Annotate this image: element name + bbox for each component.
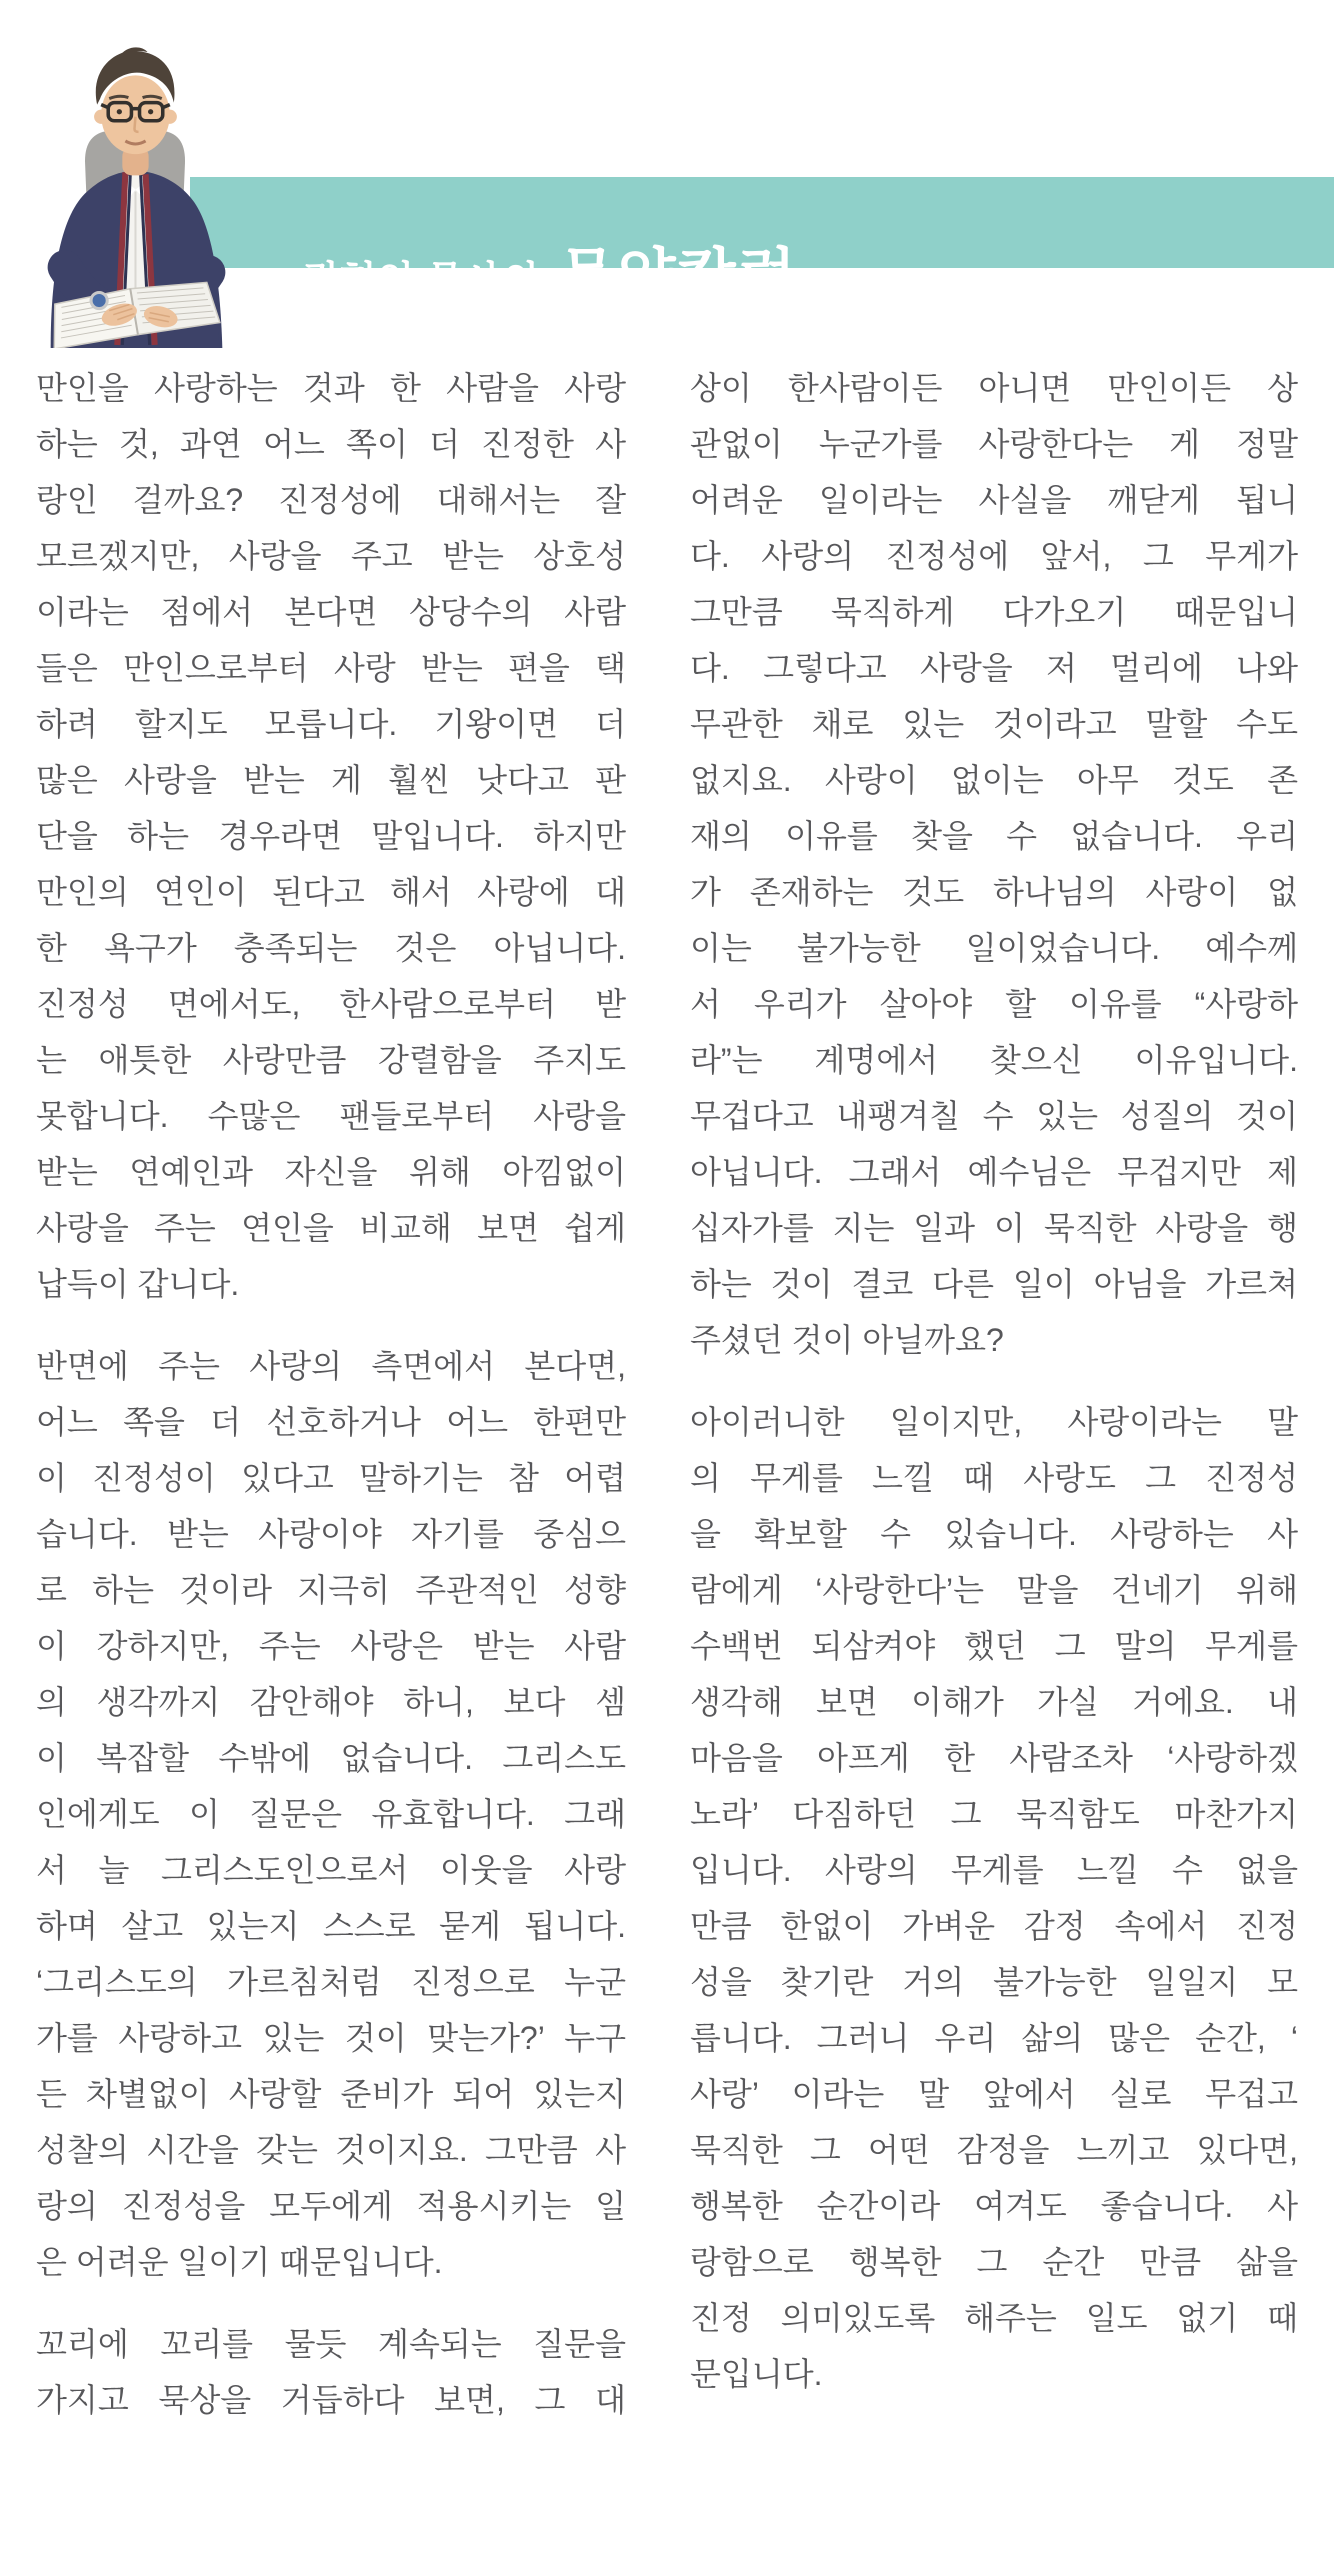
text-line: 서 늘 그리스도인으로서 이웃을 사랑	[36, 1852, 626, 1888]
text-line: 이 진정성이 있다고 말하기는 참 어렵	[36, 1460, 626, 1496]
text-line: 묵직한 그 어떤 감정을 느끼고 있다면,	[690, 2132, 1298, 2168]
text-line: 성찰의 시간을 갖는 것이지요. 그만큼 사	[36, 2132, 626, 2168]
text-line: 그만큼 묵직하게 다가오기 때문입니	[690, 594, 1298, 630]
text-line: 다. 그렇다고 사랑을 저 멀리에 나와	[690, 650, 1298, 686]
text-line: 수백번 되삼켜야 했던 그 말의 무게를	[690, 1628, 1298, 1664]
text-line: 문입니다.	[690, 2356, 823, 2392]
text-line: ‘그리스도의 가르침처럼 진정으로 누군	[36, 1964, 626, 2000]
text-line: 어느 쪽을 더 선호하거나 어느 한편만	[36, 1404, 626, 1440]
text-line: 하려 할지도 모릅니다. 기왕이면 더	[36, 706, 626, 742]
text-line: 만인의 연인이 된다고 해서 사랑에 대	[36, 874, 626, 910]
text-line: 납득이 갑니다.	[36, 1266, 240, 1302]
text-line: 상이 한사람이든 아니면 만인이든 상	[690, 370, 1298, 406]
text-line: 많은 사랑을 받는 게 훨씬 낫다고 판	[36, 762, 626, 798]
text-line: 반면에 주는 사랑의 측면에서 본다면,	[36, 1348, 626, 1384]
text-line: 마음을 아프게 한 사람조차 ‘사랑하겠	[690, 1740, 1298, 1776]
text-line: 진정성 면에서도, 한사람으로부터 받	[36, 986, 626, 1022]
text-line: 은 어려운 일이기 때문입니다.	[36, 2244, 443, 2280]
text-line: 든 차별없이 사랑할 준비가 되어 있는지	[36, 2076, 626, 2112]
paragraph	[690, 1394, 1298, 2402]
text-line: 라”는 계명에서 찾으신 이유입니다.	[690, 1042, 1298, 1078]
text-line: 서 우리가 살아야 할 이유를 “사랑하	[690, 986, 1298, 1022]
text-line: 못합니다. 수많은 팬들로부터 사랑을	[36, 1098, 626, 1134]
text-line: 사랑을 주는 연인을 비교해 보면 쉽게	[36, 1210, 626, 1246]
text-line: 랑의 진정성을 모두에게 적용시키는 일	[36, 2188, 626, 2224]
text-line: 이 복잡할 수밖에 없습니다. 그리스도	[36, 1740, 626, 1776]
text-line: 생각해 보면 이해가 가실 거에요. 내	[690, 1684, 1298, 1720]
text-line: 이 강하지만, 주는 사랑은 받는 사람	[36, 1628, 626, 1664]
text-column-left	[36, 360, 626, 2454]
text-line: 릅니다. 그러니 우리 삶의 많은 순간, ‘	[690, 2020, 1298, 2056]
text-line: 하는 것, 과연 어느 쪽이 더 진정한 사	[36, 426, 626, 462]
text-line: 아이러니한 일이지만, 사랑이라는 말	[690, 1404, 1298, 1440]
paragraph	[690, 360, 1298, 1368]
paragraph	[36, 360, 626, 1312]
column-author-title: 권혁인 목사의	[302, 260, 540, 302]
text-line: 는 애틋한 사랑만큼 강렬함을 주지도	[36, 1042, 626, 1078]
text-line: 노라’ 다짐하던 그 묵직함도 마찬가지	[690, 1796, 1298, 1832]
text-line: 무겁다고 내팽겨칠 수 있는 성질의 것이	[690, 1098, 1298, 1134]
text-line: 성을 찾기란 거의 불가능한 일일지 모	[690, 1964, 1298, 2000]
text-line: 관없이 누군가를 사랑한다는 게 정말	[690, 426, 1298, 462]
text-line: 무관한 채로 있는 것이라고 말할 수도	[690, 706, 1298, 742]
text-line: 습니다. 받는 사랑이야 자기를 중심으	[36, 1516, 626, 1552]
text-line: 십자가를 지는 일과 이 묵직한 사랑을 행	[690, 1210, 1298, 1246]
text-line: 단을 하는 경우라면 말입니다. 하지만	[36, 818, 626, 854]
text-line: 한 욕구가 충족되는 것은 아닙니다.	[36, 930, 626, 966]
text-line: 을 확보할 수 있습니다. 사랑하는 사	[690, 1516, 1298, 1552]
text-line: 진정 의미있도록 해주는 일도 없기 때	[690, 2300, 1298, 2336]
text-column-right	[690, 360, 1298, 2428]
text-line: 이는 불가능한 일이었습니다. 예수께	[690, 930, 1298, 966]
paragraph	[36, 1338, 626, 2290]
text-line: 재의 이유를 찾을 수 없습니다. 우리	[690, 818, 1298, 854]
text-line: 하며 살고 있는지 스스로 묻게 됩니다.	[36, 1908, 626, 1944]
text-line: 가지고 묵상을 거듭하다 보면, 그 대	[36, 2382, 626, 2418]
text-line: 로 하는 것이라 지극히 주관적인 성향	[36, 1572, 626, 1608]
text-line: 없지요. 사랑이 없이는 아무 것도 존	[690, 762, 1298, 798]
text-line: 의 생각까지 감안해야 하니, 보다 셈	[36, 1684, 626, 1720]
text-line: 받는 연예인과 자신을 위해 아낌없이	[36, 1154, 626, 1190]
text-line: 어려운 일이라는 사실을 깨닫게 됩니	[690, 482, 1298, 518]
text-line: 행복한 순간이라 여겨도 좋습니다. 사	[690, 2188, 1298, 2224]
text-line: 만인을 사랑하는 것과 한 사람을 사랑	[36, 370, 626, 406]
text-line: 람에게 ‘사랑한다’는 말을 건네기 위해	[690, 1572, 1298, 1608]
text-line: 하는 것이 결코 다른 일이 아님을 가르쳐	[690, 1266, 1298, 1302]
text-line: 입니다. 사랑의 무게를 느낄 수 없을	[690, 1852, 1298, 1888]
text-line: 아닙니다. 그래서 예수님은 무겁지만 제	[690, 1154, 1298, 1190]
text-line: 가 존재하는 것도 하나님의 사랑이 없	[690, 874, 1298, 910]
text-line: 이라는 점에서 본다면 상당수의 사람	[36, 594, 626, 630]
text-line: 가를 사랑하고 있는 것이 맞는가?’ 누구	[36, 2020, 626, 2056]
text-line: 들은 만인으로부터 사랑 받는 편을 택	[36, 650, 626, 686]
text-line: 모르겠지만, 사랑을 주고 받는 상호성	[36, 538, 626, 574]
paragraph	[36, 2316, 626, 2428]
text-line: 인에게도 이 질문은 유효합니다. 그래	[36, 1796, 626, 1832]
text-line: 주셨던 것이 아닐까요?	[690, 1322, 1004, 1358]
text-line: 랑함으로 행복한 그 순간 만큼 삶을	[690, 2244, 1298, 2280]
text-line: 사랑’ 이라는 말 앞에서 실로 무겁고	[690, 2076, 1298, 2112]
text-line: 다. 사랑의 진정성에 앞서, 그 무게가	[690, 538, 1298, 574]
column-title: 목양칼럼	[557, 243, 798, 310]
text-line: 꼬리에 꼬리를 물듯 계속되는 질문을	[36, 2326, 626, 2362]
text-line: 의 무게를 느낄 때 사랑도 그 진정성	[690, 1460, 1298, 1496]
text-line: 만큼 한없이 가벼운 감정 속에서 진정	[690, 1908, 1298, 1944]
text-line: 랑인 걸까요? 진정성에 대해서는 잘	[36, 482, 626, 518]
